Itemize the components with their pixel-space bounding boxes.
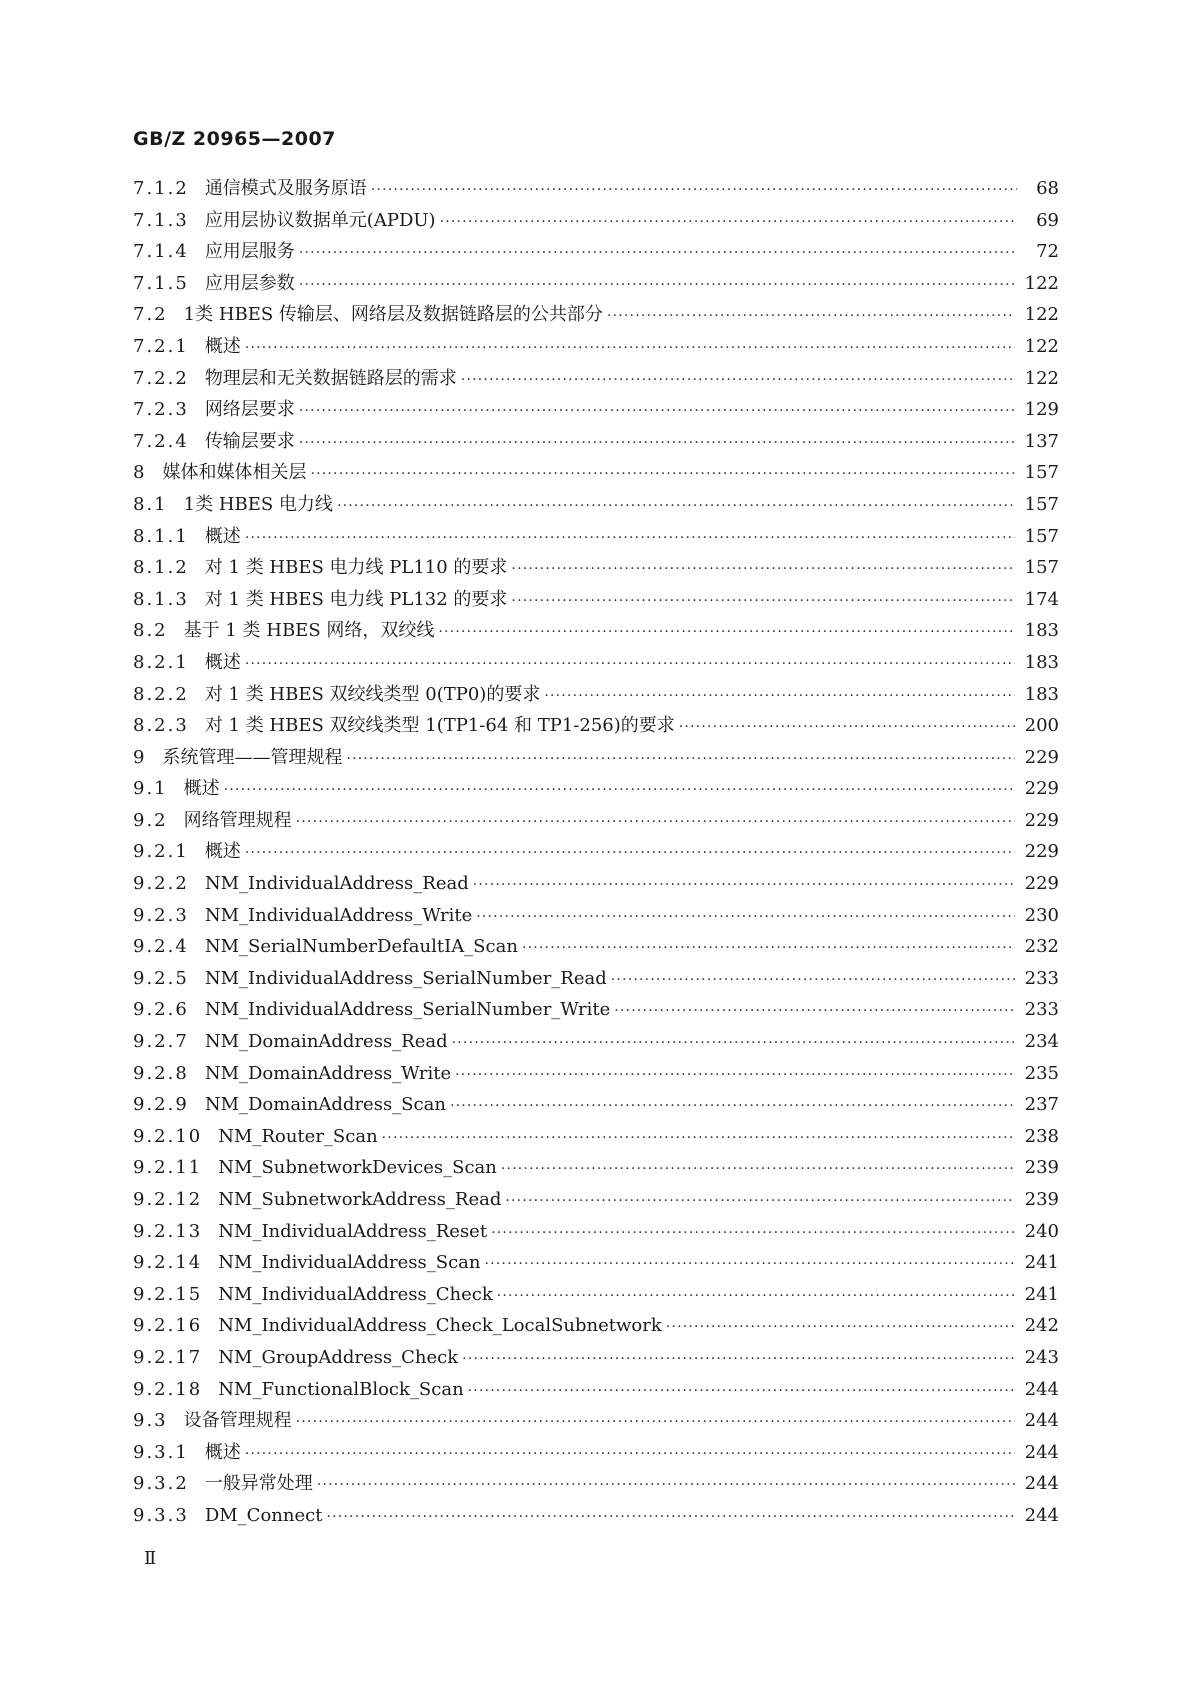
toc-entry[interactable] bbox=[133, 683, 1059, 715]
toc-section-number: 7.2.2 bbox=[133, 367, 189, 389]
toc-dot-leader bbox=[299, 431, 1015, 455]
toc-dot-leader bbox=[452, 1031, 1015, 1055]
toc-dot-leader bbox=[666, 1315, 1015, 1339]
toc-section-title: 1类 HBES 电力线 bbox=[183, 493, 333, 515]
toc-section-title: 一般异常处理 bbox=[204, 1473, 313, 1495]
toc-entry[interactable] bbox=[133, 367, 1059, 399]
toc-entry[interactable] bbox=[133, 872, 1059, 904]
toc-entry[interactable] bbox=[133, 1346, 1059, 1378]
toc-page-number: 122 bbox=[1024, 335, 1059, 357]
toc-page-number: 157 bbox=[1024, 557, 1059, 579]
toc-section-number: 8.1.1 bbox=[133, 525, 189, 547]
toc-entry[interactable] bbox=[133, 1314, 1059, 1346]
toc-dot-leader bbox=[346, 747, 1014, 771]
toc-dot-leader bbox=[522, 936, 1015, 960]
toc-entry[interactable] bbox=[133, 335, 1059, 367]
toc-dot-leader bbox=[544, 684, 1014, 708]
toc-section-number: 9.2.2 bbox=[133, 873, 189, 895]
toc-dot-leader bbox=[455, 1063, 1015, 1087]
toc-page-number: 244 bbox=[1024, 1378, 1059, 1400]
toc-section-number: 9.2.10 bbox=[133, 1125, 203, 1147]
toc-entry[interactable] bbox=[133, 240, 1059, 272]
toc-dot-leader bbox=[450, 1094, 1015, 1118]
toc-page-number: 240 bbox=[1024, 1220, 1059, 1242]
toc-section-title: NM_DomainAddress_Scan bbox=[204, 1094, 446, 1116]
toc-section-number: 9.2.16 bbox=[133, 1315, 203, 1337]
toc-page-number: 229 bbox=[1024, 778, 1059, 800]
toc-page-number: 238 bbox=[1024, 1125, 1059, 1147]
toc-page-number: 244 bbox=[1024, 1410, 1059, 1432]
toc-entry[interactable] bbox=[133, 1156, 1059, 1188]
toc-section-number: 7.1.3 bbox=[133, 209, 189, 231]
toc-dot-leader bbox=[611, 968, 1015, 992]
toc-dot-leader bbox=[468, 1379, 1015, 1403]
toc-section-title: NM_SerialNumberDefaultIA_Scan bbox=[204, 936, 518, 958]
toc-dot-leader bbox=[505, 1189, 1014, 1213]
toc-section-number: 9.2.14 bbox=[133, 1252, 203, 1274]
toc-page-number: 157 bbox=[1024, 525, 1059, 547]
toc-entry[interactable] bbox=[133, 651, 1059, 683]
toc-entry[interactable] bbox=[133, 967, 1059, 999]
toc-section-title: NM_GroupAddress_Check bbox=[218, 1346, 459, 1368]
toc-dot-leader bbox=[296, 810, 1015, 834]
toc-entry[interactable] bbox=[133, 1125, 1059, 1157]
toc-page-number: 239 bbox=[1024, 1157, 1059, 1179]
toc-page-number: 174 bbox=[1024, 588, 1059, 610]
toc-entry[interactable] bbox=[133, 1441, 1059, 1473]
toc-section-title: 网络管理规程 bbox=[183, 809, 292, 831]
toc-entry[interactable] bbox=[133, 1251, 1059, 1283]
toc-entry[interactable] bbox=[133, 619, 1059, 651]
toc-section-title: NM_IndividualAddress_Check_LocalSubnetwork bbox=[218, 1315, 662, 1337]
toc-section-title: 系统管理——管理规程 bbox=[162, 746, 343, 768]
toc-dot-leader bbox=[491, 1221, 1015, 1245]
toc-section-title: NM_Router_Scan bbox=[218, 1125, 378, 1147]
toc-section-number: 9.3.2 bbox=[133, 1473, 189, 1495]
toc-section-number: 9.2.3 bbox=[133, 904, 189, 926]
toc-page-number: 69 bbox=[1036, 209, 1059, 231]
toc-entry[interactable] bbox=[133, 998, 1059, 1030]
toc-dot-leader bbox=[473, 873, 1015, 897]
toc-section-number: 7.1.2 bbox=[133, 178, 189, 199]
toc-section-number: 8.2.1 bbox=[133, 651, 189, 673]
toc-dot-leader bbox=[440, 210, 1017, 234]
toc-section-title: 应用层服务 bbox=[204, 241, 295, 263]
toc-entry[interactable] bbox=[133, 556, 1059, 588]
toc-section-number: 8.1.3 bbox=[133, 588, 189, 610]
toc-dot-leader bbox=[326, 1505, 1014, 1529]
toc-section-title: 通信模式及服务原语 bbox=[204, 178, 367, 199]
toc-dot-leader bbox=[679, 715, 1015, 739]
toc-page-number: 229 bbox=[1024, 873, 1059, 895]
toc-section-title: 应用层参数 bbox=[204, 272, 295, 294]
page-number: Ⅱ bbox=[144, 1548, 157, 1569]
standard-code-header: GB/Z 20965—2007 bbox=[133, 128, 336, 150]
toc-page-number: 68 bbox=[1036, 178, 1059, 199]
toc-dot-leader bbox=[245, 841, 1015, 865]
toc-section-title: NM_IndividualAddress_Read bbox=[204, 873, 469, 895]
toc-entry[interactable] bbox=[133, 1472, 1059, 1504]
toc-dot-leader bbox=[245, 526, 1015, 550]
toc-entry[interactable] bbox=[133, 303, 1059, 335]
toc-page-number: 241 bbox=[1024, 1283, 1059, 1305]
toc-section-title: 对 1 类 HBES 电力线 PL132 的要求 bbox=[204, 588, 508, 610]
toc-section-title: NM_DomainAddress_Read bbox=[204, 1031, 448, 1053]
toc-entry[interactable] bbox=[133, 1030, 1059, 1062]
toc-page-number: 233 bbox=[1024, 967, 1059, 989]
toc-dot-leader bbox=[299, 273, 1015, 297]
toc-entry[interactable] bbox=[133, 430, 1059, 462]
toc-section-number: 9.2.13 bbox=[133, 1220, 203, 1242]
toc-page-number: 137 bbox=[1024, 430, 1059, 452]
toc-section-title: 对 1 类 HBES 电力线 PL110 的要求 bbox=[204, 557, 508, 579]
toc-entry[interactable] bbox=[133, 525, 1059, 557]
toc-dot-leader bbox=[245, 652, 1015, 676]
toc-entry[interactable] bbox=[133, 588, 1059, 620]
toc-section-title: 基于 1 类 HBES 网络，双绞线 bbox=[183, 620, 435, 642]
toc-section-number: 9.3.1 bbox=[133, 1441, 189, 1463]
toc-page-number: 229 bbox=[1024, 746, 1059, 768]
toc-section-title: 概述 bbox=[204, 335, 241, 357]
toc-page-number: 234 bbox=[1024, 1031, 1059, 1053]
toc-section-number: 9.2.15 bbox=[133, 1283, 203, 1305]
toc-section-number: 9.2.7 bbox=[133, 1031, 189, 1053]
toc-page-number: 183 bbox=[1024, 651, 1059, 673]
toc-entry[interactable] bbox=[133, 272, 1059, 304]
toc-section-title: NM_IndividualAddress_SerialNumber_Write bbox=[204, 999, 611, 1021]
toc-section-title: 概述 bbox=[183, 778, 220, 800]
toc-dot-leader bbox=[224, 778, 1015, 802]
toc-section-number: 9.2.18 bbox=[133, 1378, 203, 1400]
toc-page-number: 229 bbox=[1024, 841, 1059, 863]
toc-section-title: 对 1 类 HBES 双绞线类型 0(TP0)的要求 bbox=[204, 683, 541, 705]
toc-dot-leader bbox=[245, 336, 1015, 360]
toc-section-number: 9.2.1 bbox=[133, 841, 189, 863]
toc-entry[interactable] bbox=[133, 777, 1059, 809]
toc-dot-leader bbox=[371, 178, 1017, 202]
toc-entry[interactable] bbox=[133, 1220, 1059, 1252]
toc-dot-leader bbox=[296, 1410, 1015, 1434]
toc-page-number: 157 bbox=[1024, 493, 1059, 515]
toc-section-title: NM_FunctionalBlock_Scan bbox=[218, 1378, 464, 1400]
toc-section-number: 7.1.4 bbox=[133, 241, 189, 263]
toc-dot-leader bbox=[310, 462, 1014, 486]
toc-entry[interactable] bbox=[133, 398, 1059, 430]
toc-page-number: 129 bbox=[1024, 399, 1059, 421]
toc-section-title: NM_IndividualAddress_Check bbox=[218, 1283, 493, 1305]
toc-dot-leader bbox=[317, 1473, 1015, 1497]
toc-section-number: 7.1.5 bbox=[133, 272, 189, 294]
toc-section-title: 概述 bbox=[204, 525, 241, 547]
toc-section-number: 9.2.4 bbox=[133, 936, 189, 958]
toc-dot-leader bbox=[607, 304, 1015, 328]
toc-section-title: NM_IndividualAddress_Write bbox=[204, 904, 473, 926]
toc-section-number: 8.1.2 bbox=[133, 557, 189, 579]
toc-section-number: 9.3.3 bbox=[133, 1504, 189, 1526]
toc-page-number: 239 bbox=[1024, 1189, 1059, 1210]
toc-section-number: 8.2 bbox=[133, 620, 168, 642]
toc-page-number: 242 bbox=[1024, 1315, 1059, 1337]
toc-dot-leader bbox=[461, 368, 1015, 392]
toc-dot-leader bbox=[462, 1347, 1014, 1371]
toc-entry[interactable] bbox=[133, 904, 1059, 936]
toc-entry[interactable] bbox=[133, 1062, 1059, 1094]
toc-entry[interactable] bbox=[133, 177, 1059, 209]
toc-section-number: 9.2.8 bbox=[133, 1062, 189, 1084]
toc-section-number: 9.2.17 bbox=[133, 1346, 203, 1368]
toc-section-number: 7.2.4 bbox=[133, 430, 189, 452]
toc-page-number: 243 bbox=[1024, 1346, 1059, 1368]
toc-page-number: 122 bbox=[1024, 272, 1059, 294]
toc-dot-leader bbox=[511, 557, 1014, 581]
toc-section-number: 8.2.2 bbox=[133, 683, 189, 705]
toc-page-number: 200 bbox=[1024, 715, 1059, 737]
toc-page-number: 244 bbox=[1024, 1441, 1059, 1463]
toc-section-title: 对 1 类 HBES 双绞线类型 1(TP1-64 和 TP1-256)的要求 bbox=[204, 715, 675, 737]
toc-entry[interactable] bbox=[133, 493, 1059, 525]
toc-page-number: 157 bbox=[1024, 462, 1059, 484]
toc-section-number: 9.3 bbox=[133, 1410, 168, 1432]
toc-dot-leader bbox=[245, 1442, 1015, 1466]
toc-page-number: 183 bbox=[1024, 683, 1059, 705]
toc-dot-leader bbox=[438, 620, 1014, 644]
toc-section-title: 应用层协议数据单元(APDU) bbox=[204, 209, 436, 231]
toc-section-title: NM_SubnetworkAddress_Read bbox=[218, 1189, 502, 1210]
toc-section-number: 8.2.3 bbox=[133, 715, 189, 737]
toc-dot-leader bbox=[497, 1284, 1015, 1308]
toc-section-title: 概述 bbox=[204, 1441, 241, 1463]
toc-section-number: 9.1 bbox=[133, 778, 168, 800]
toc-dot-leader bbox=[382, 1126, 1015, 1150]
toc-entry[interactable] bbox=[133, 809, 1059, 841]
toc-dot-leader bbox=[476, 905, 1014, 929]
toc-dot-leader bbox=[501, 1157, 1015, 1181]
toc-section-title: 物理层和无关数据链路层的需求 bbox=[204, 367, 457, 389]
toc-entry[interactable] bbox=[133, 935, 1059, 967]
toc-page-number: 244 bbox=[1024, 1504, 1059, 1526]
toc-section-number: 7.2.3 bbox=[133, 399, 189, 421]
toc-page-number: 237 bbox=[1024, 1094, 1059, 1116]
toc-dot-leader bbox=[337, 494, 1015, 518]
toc-section-number: 7.2 bbox=[133, 304, 168, 326]
toc-section-number: 9.2.12 bbox=[133, 1189, 203, 1210]
toc-page-number: 122 bbox=[1024, 304, 1059, 326]
toc-entry[interactable] bbox=[133, 1188, 1059, 1220]
toc-page-number: 244 bbox=[1024, 1473, 1059, 1495]
toc-dot-leader bbox=[299, 241, 1017, 265]
toc-section-title: 网络层要求 bbox=[204, 399, 295, 421]
toc-entry[interactable] bbox=[133, 1409, 1059, 1441]
toc-dot-leader bbox=[299, 399, 1015, 423]
toc-section-number: 9 bbox=[133, 746, 147, 768]
toc-section-title: 媒体和媒体相关层 bbox=[162, 462, 307, 484]
toc-section-number: 9.2.11 bbox=[133, 1157, 203, 1179]
toc-page-number: 230 bbox=[1024, 904, 1059, 926]
toc-section-number: 9.2.6 bbox=[133, 999, 189, 1021]
toc-section-title: NM_SubnetworkDevices_Scan bbox=[218, 1157, 497, 1179]
toc-section-title: DM_Connect bbox=[204, 1504, 323, 1526]
toc-section-title: NM_IndividualAddress_Scan bbox=[218, 1252, 481, 1274]
toc-entry[interactable] bbox=[133, 461, 1059, 493]
toc-section-number: 7.2.1 bbox=[133, 335, 189, 357]
toc-page-number: 183 bbox=[1024, 620, 1059, 642]
toc-dot-leader bbox=[614, 999, 1014, 1023]
toc-entry[interactable] bbox=[133, 1093, 1059, 1125]
toc-entry[interactable] bbox=[133, 1504, 1059, 1536]
toc-entry[interactable] bbox=[133, 840, 1059, 872]
toc-page-number: 233 bbox=[1024, 999, 1059, 1021]
toc-section-title: 设备管理规程 bbox=[183, 1410, 292, 1432]
toc-entry[interactable] bbox=[133, 1283, 1059, 1315]
toc-section-title: NM_IndividualAddress_Reset bbox=[218, 1220, 488, 1242]
toc-entry[interactable] bbox=[133, 209, 1059, 241]
toc-page-number: 72 bbox=[1036, 241, 1059, 263]
toc-section-number: 9.2.9 bbox=[133, 1094, 189, 1116]
toc-section-title: 概述 bbox=[204, 651, 241, 673]
toc-dot-leader bbox=[484, 1252, 1014, 1276]
toc-section-number: 9.2.5 bbox=[133, 967, 189, 989]
toc-page-number: 241 bbox=[1024, 1252, 1059, 1274]
toc-page-number: 235 bbox=[1024, 1062, 1059, 1084]
toc-page-number: 122 bbox=[1024, 367, 1059, 389]
toc-section-title: NM_DomainAddress_Write bbox=[204, 1062, 452, 1084]
toc-page-number: 229 bbox=[1024, 809, 1059, 831]
toc-entry[interactable] bbox=[133, 746, 1059, 778]
toc-section-title: 传输层要求 bbox=[204, 430, 295, 452]
table-of-contents bbox=[133, 177, 1059, 1536]
toc-section-title: 1类 HBES 传输层、网络层及数据链路层的公共部分 bbox=[183, 304, 603, 326]
toc-section-title: 概述 bbox=[204, 841, 241, 863]
toc-dot-leader bbox=[511, 589, 1014, 613]
toc-section-title: NM_IndividualAddress_SerialNumber_Read bbox=[204, 967, 607, 989]
toc-section-number: 9.2 bbox=[133, 809, 168, 831]
toc-entry[interactable] bbox=[133, 714, 1059, 746]
toc-section-number: 8 bbox=[133, 462, 147, 484]
toc-page-number: 232 bbox=[1024, 936, 1059, 958]
toc-section-number: 8.1 bbox=[133, 493, 168, 515]
toc-entry[interactable] bbox=[133, 1378, 1059, 1410]
